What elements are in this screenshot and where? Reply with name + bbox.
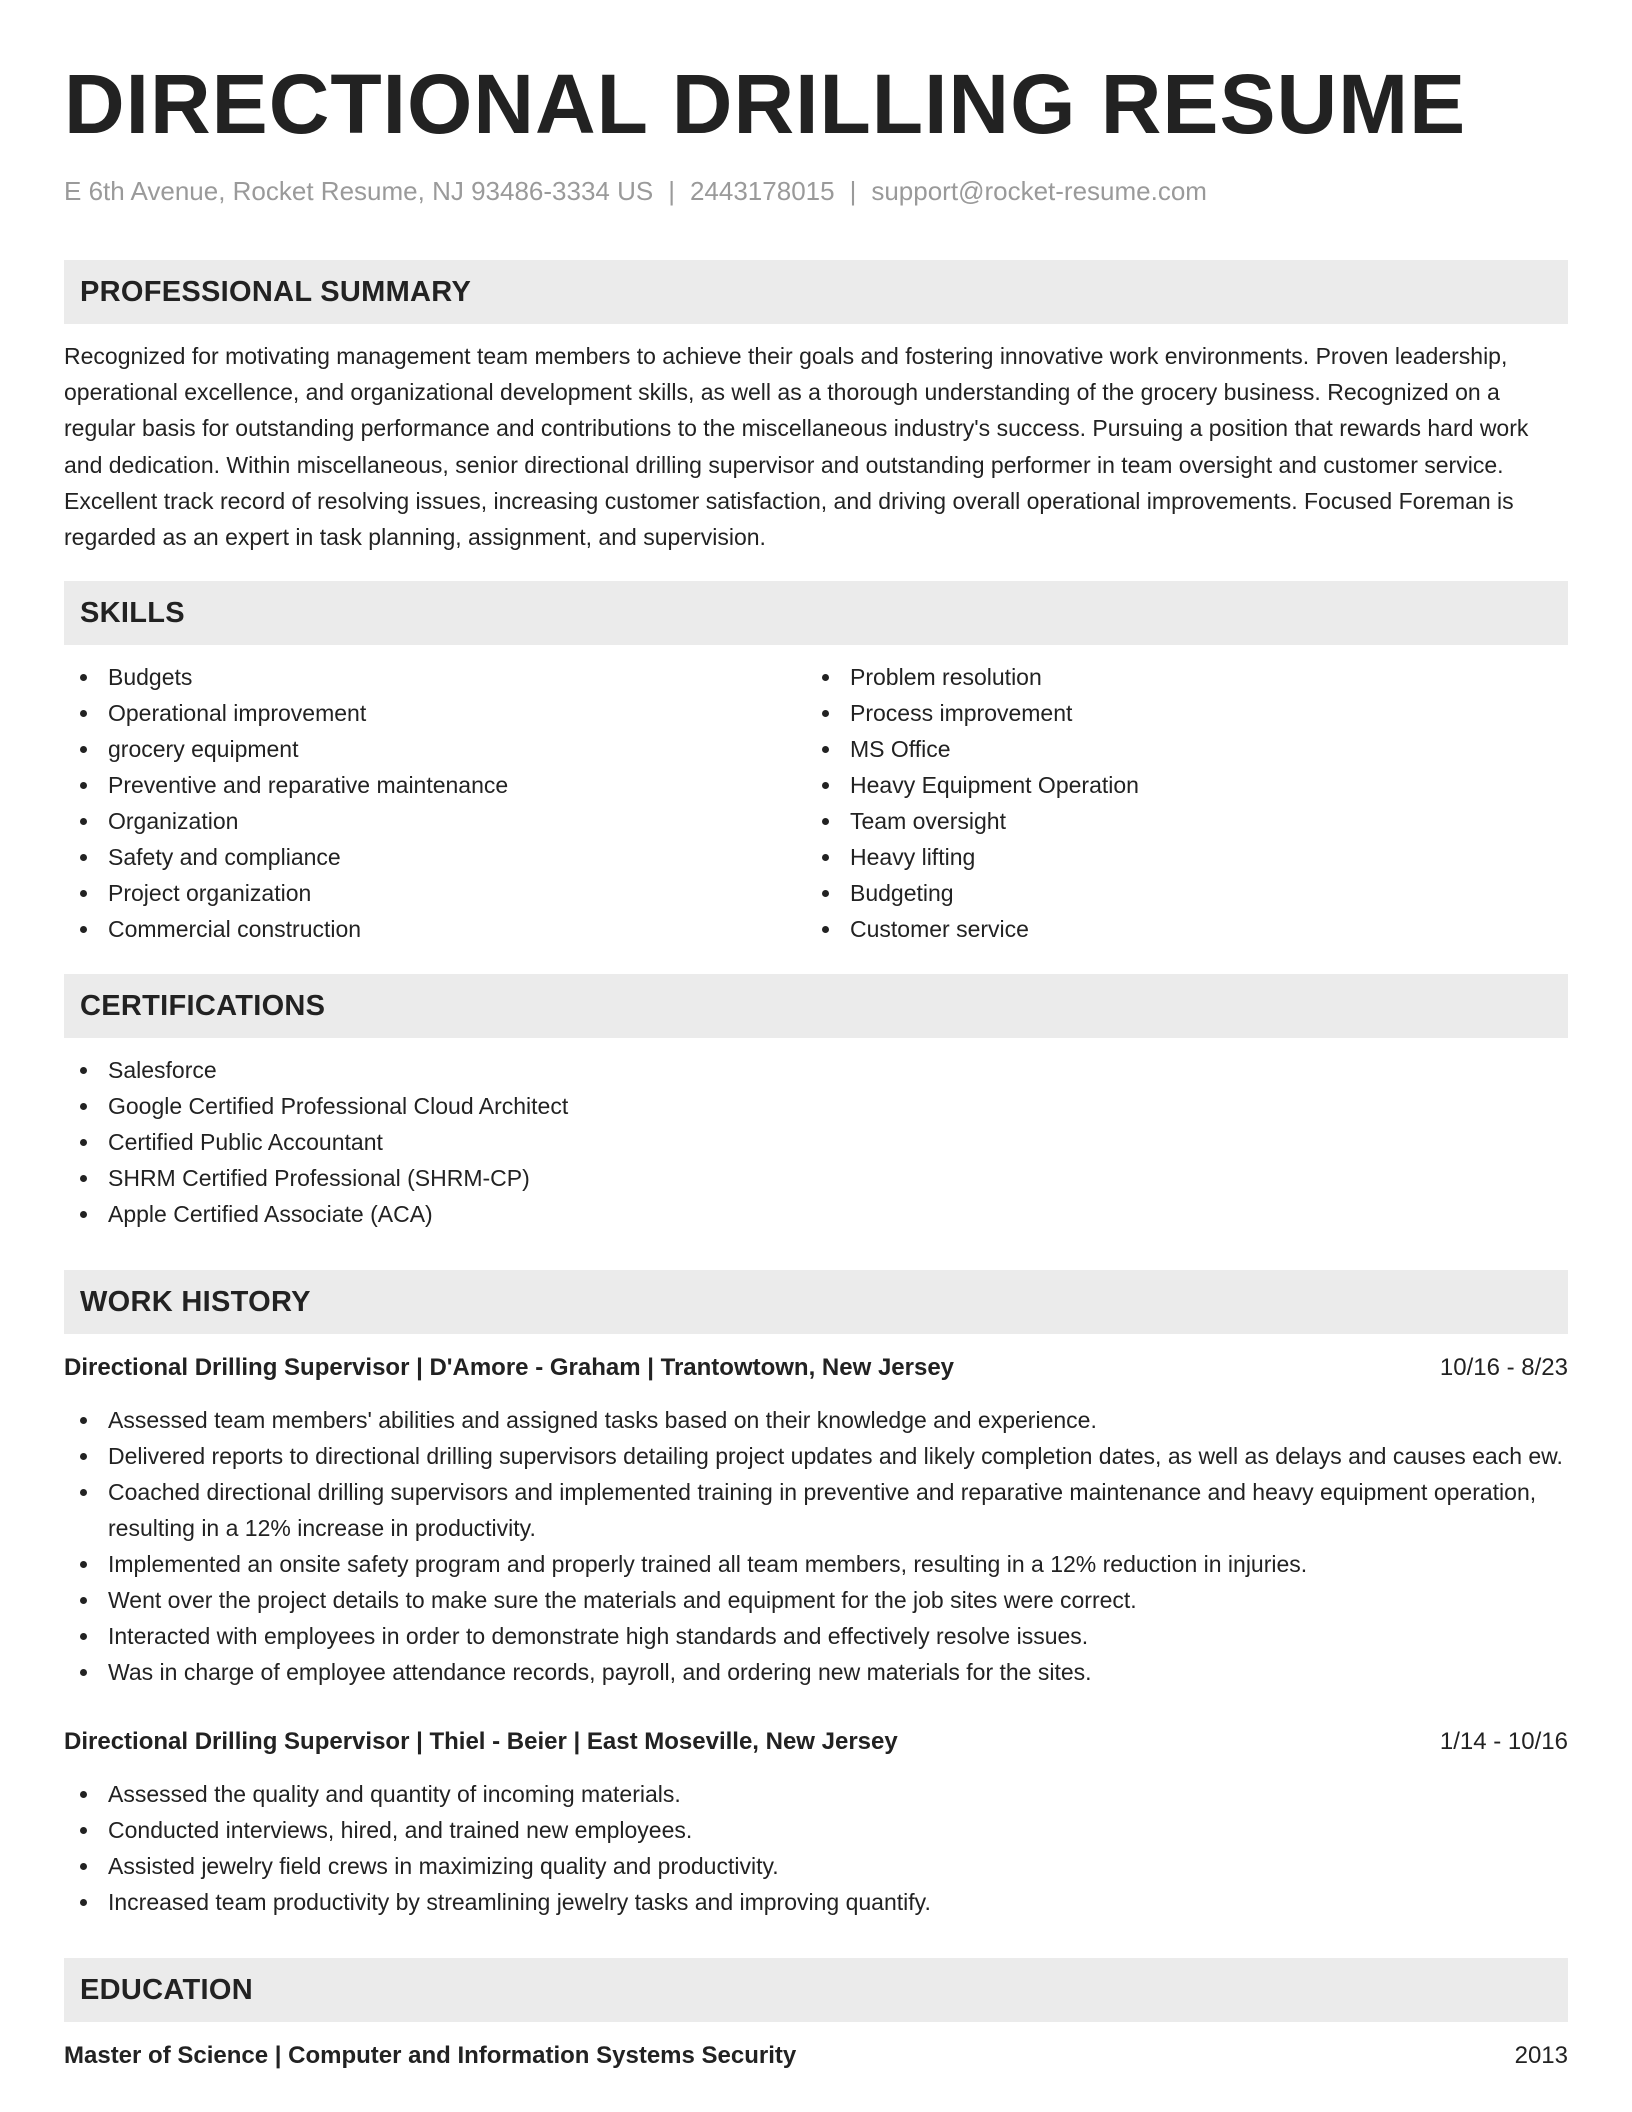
job-dates: 10/16 - 8/23 xyxy=(1439,1354,1568,1382)
contact-line xyxy=(64,174,1568,208)
skill-item: Operational improvement xyxy=(64,695,806,731)
section-header-certifications: CERTIFICATIONS xyxy=(64,974,1568,1038)
degree-title: Master of Science | Computer and Information Systems Security xyxy=(64,2042,797,2070)
skills-columns xyxy=(64,659,1568,947)
job-duty-item: Was in charge of employee attendance records, payroll, and ordering new materials for the sites. xyxy=(64,1654,1568,1690)
skill-item: Budgets xyxy=(64,659,806,695)
skills-list-left xyxy=(64,659,806,947)
job-duty-item: Conducted interviews, hired, and trained new employees. xyxy=(64,1812,1568,1848)
skill-item: grocery equipment xyxy=(64,731,806,767)
job-duty-item: Interacted with employees in order to demonstrate high standards and effectively resolve issues. xyxy=(64,1618,1568,1654)
job-duty-item: Coached directional drilling supervisors and implemented training in preventive and reparative maintenance and heavy equipment operation, resulting in a 12% increase in productivity. xyxy=(64,1474,1568,1546)
section-header-summary: PROFESSIONAL SUMMARY xyxy=(64,260,1568,324)
job-duty-item: Increased team productivity by streamlining jewelry tasks and improving quantify. xyxy=(64,1884,1568,1920)
skill-item: MS Office xyxy=(806,731,1548,767)
skill-item: Heavy Equipment Operation xyxy=(806,767,1548,803)
skill-item: Budgeting xyxy=(806,875,1548,911)
skills-list-right xyxy=(806,659,1548,947)
resume-title: DIRECTIONAL DRILLING RESUME xyxy=(64,57,1467,151)
contact-email: support@rocket-resume.com xyxy=(871,176,1207,206)
job-dates: 1/14 - 10/16 xyxy=(1439,1728,1568,1756)
summary-text: Recognized for motivating management team members to achieve their goals and fostering innovative work environments. Proven leadership, operational excellence, and organizational development skills, as well as a thorough understanding of the grocery business. Recognized on a regular basis for outstanding performance and contributions to the miscellaneous industry's success. Pursuing a position that rewards hard work and dedication. Within miscellaneous, senior directional drilling supervisor and outstanding performer in team oversight and customer service. Excellent track record of resolving issues, increasing customer satisfaction, and driving overall operational improvements. Focused Foreman is regarded as an expert in task planning, assignment, and supervision. xyxy=(64,343,1529,551)
skill-item: Heavy lifting xyxy=(806,839,1548,875)
skill-item: Organization xyxy=(64,803,806,839)
certification-item: Apple Certified Associate (ACA) xyxy=(64,1196,1568,1232)
job-duty-item: Assessed the quality and quantity of incoming materials. xyxy=(64,1776,1568,1812)
job-duties-list xyxy=(64,1776,1568,1920)
job-title: Directional Drilling Supervisor | D'Amore - Graham | Trantowtown, New Jersey xyxy=(64,1354,955,1382)
certification-item: Certified Public Accountant xyxy=(64,1124,1568,1160)
job-duties-list xyxy=(64,1402,1568,1690)
skill-item: Problem resolution xyxy=(806,659,1548,695)
skill-item: Safety and compliance xyxy=(64,839,806,875)
contact-separator: | xyxy=(849,176,857,206)
certifications-list xyxy=(64,1052,1568,1232)
resume-page xyxy=(64,56,1568,2074)
section-header-education: EDUCATION xyxy=(64,1958,1568,2022)
education-year: 2013 xyxy=(1514,2042,1568,2070)
skill-item: Team oversight xyxy=(806,803,1548,839)
job-duty-item: Assessed team members' abilities and assigned tasks based on their knowledge and experience. xyxy=(64,1402,1568,1438)
skill-item: Commercial construction xyxy=(64,911,806,947)
education-heading xyxy=(64,2038,1568,2074)
job-title: Directional Drilling Supervisor | Thiel - Beier | East Moseville, New Jersey xyxy=(64,1728,898,1756)
job-duty-item: Implemented an onsite safety program and properly trained all team members, resulting in a 12% reduction in injuries. xyxy=(64,1546,1568,1582)
skill-item: Project organization xyxy=(64,875,806,911)
certification-item: Salesforce xyxy=(64,1052,1568,1088)
certification-item: Google Certified Professional Cloud Architect xyxy=(64,1088,1568,1124)
job-duty-item: Went over the project details to make sure the materials and equipment for the job sites were correct. xyxy=(64,1582,1568,1618)
section-header-skills: SKILLS xyxy=(64,581,1568,645)
job-heading xyxy=(64,1350,1568,1386)
job-duty-item: Assisted jewelry field crews in maximizing quality and productivity. xyxy=(64,1848,1568,1884)
contact-separator: | xyxy=(668,176,675,206)
skill-item: Preventive and reparative maintenance xyxy=(64,767,806,803)
job-heading xyxy=(64,1724,1568,1760)
skill-item: Process improvement xyxy=(806,695,1548,731)
job-duty-item: Delivered reports to directional drilling supervisors detailing project updates and likely completion dates, as well as delays and causes each ew. xyxy=(64,1438,1568,1474)
contact-address: E 6th Avenue, Rocket Resume, NJ 93486-3334 US xyxy=(64,176,654,206)
section-header-work-history: WORK HISTORY xyxy=(64,1270,1568,1334)
contact-phone: 2443178015 xyxy=(689,176,835,206)
certification-item: SHRM Certified Professional (SHRM-CP) xyxy=(64,1160,1568,1196)
skill-item: Customer service xyxy=(806,911,1548,947)
